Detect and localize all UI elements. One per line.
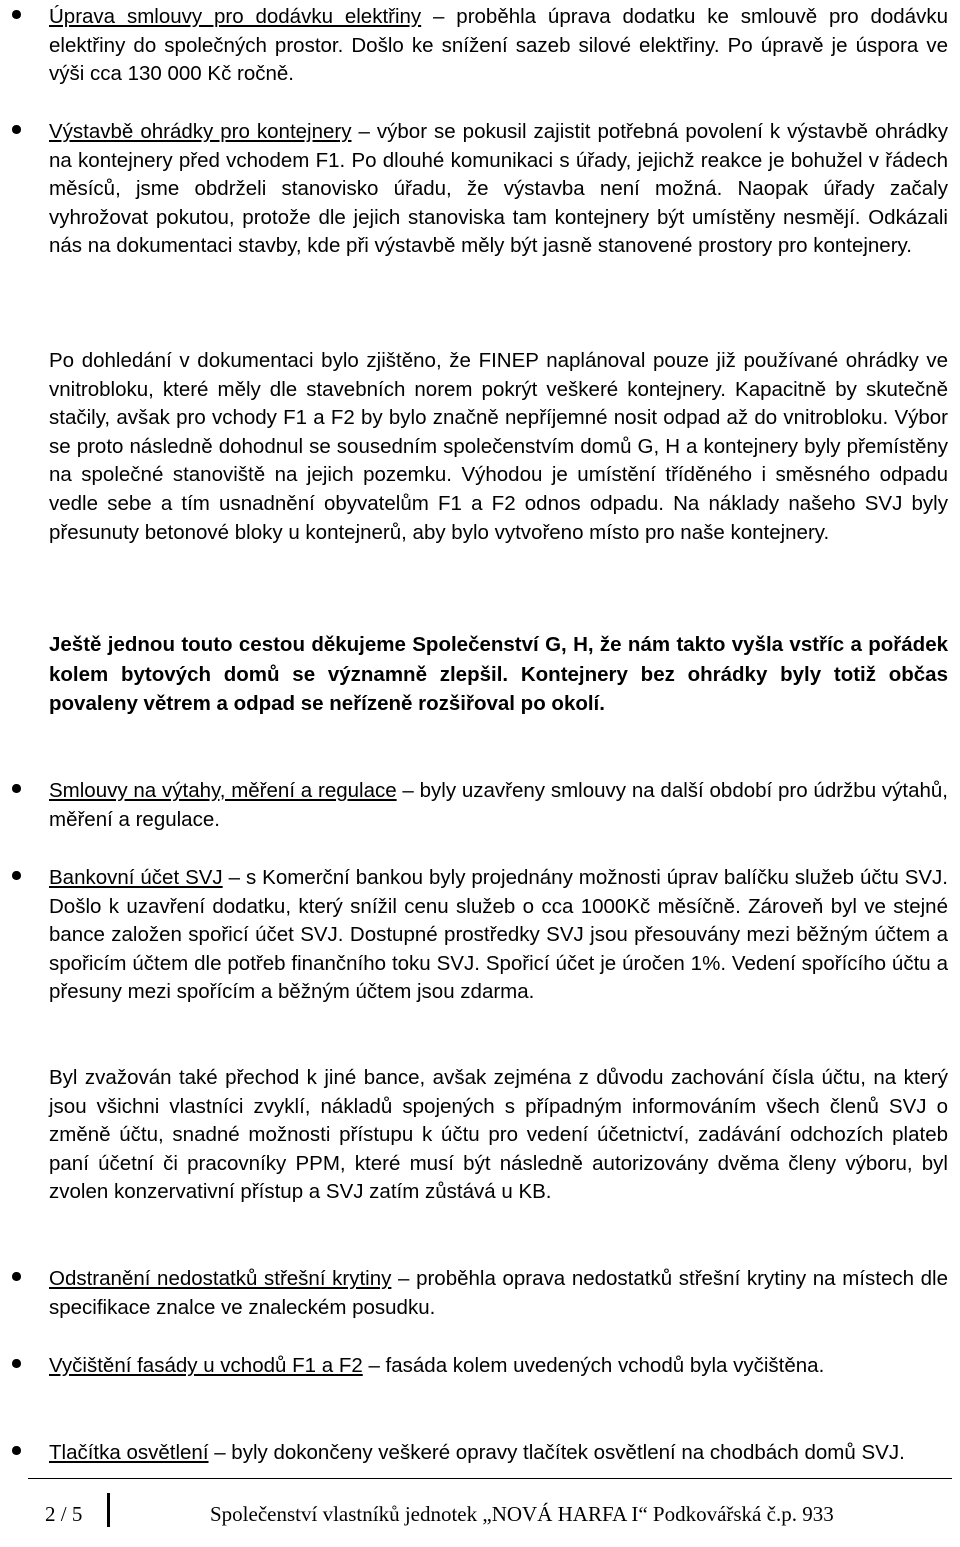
paragraph-thanks: Ještě jednou touto cestou děkujeme Společenství G, H, že nám takto vyšla vstříc a pořádek kolem bytových domů se významně zlepšil. Kontejnery bez ohrádky byly totiž občas povaleny větrem a odpad se neřízeně rozšiřoval po okolí.: [49, 633, 948, 715]
paragraph-ucet-detail: Byl zvažován také přechod k jiné bance, avšak zejména z důvodu zachování čísla účtu, na který jsou všichni vlastníci zvyklí, nákladů spojených s případným informováním všech členů SVJ o změně účtu, snadné možnosti přístupu k účtu pro vedení účetnictví, zadávání odchozích plateb paní účetní či pracovníky PPM, které musí být následně autorizovány dvěma členy výboru, byl zvolen konzervativní přístup a SVJ zatím zůstává u KB.: [49, 1066, 948, 1204]
item-text: – byly dokončeny veškeré opravy tlačítek osvětlení na chodbách domů SVJ.: [208, 1441, 905, 1464]
footer-separator: [107, 1493, 110, 1527]
list-item-ucet: [0, 864, 960, 1007]
list-item-fasada: [0, 1352, 960, 1381]
page-footer: [0, 1493, 960, 1533]
bullet-icon: [12, 1446, 21, 1455]
bullet-icon: [12, 10, 21, 19]
paragraph-ohradka-detail: Po dohledání v dokumentaci bylo zjištěno, že FINEP naplánoval pouze již používané ohrádky ve vnitrobloku, které měly dle stavebních norem pokrýt veškeré kontejnery. Kapacitně by skutečně stačily, avšak pro vchody F1 a F2 by bylo značně nepříjemné nosit odpad až do vnitrobloku. Výbor se proto následně dohodnul se sousedním společenstvím domů G, H a kontejnery byly přemístěny na společné stanoviště na jejich pozemku. Výhodou je umístění tříděného i směsného odpadu vedle sebe a tím usnadnění obyvatelům F1 a F2 odnos odpadu. Na náklady našeho SVJ byly přesunuty betonové bloky u kontejnerů, aby bylo vytvořeno místo pro naše kontejnery.: [49, 349, 948, 544]
list-item-strecha: [0, 1265, 960, 1322]
item-title: Smlouvy na výtahy, měření a regulace: [49, 779, 397, 802]
item-title: Vyčištění fasády u vchodů F1 a F2: [49, 1354, 363, 1377]
footer-divider: [28, 1478, 952, 1479]
bullet-icon: [12, 1359, 21, 1368]
item-text: – fasáda kolem uvedených vchodů byla vyčištěna.: [362, 1354, 825, 1377]
bullet-icon: [12, 784, 21, 793]
list-item-elektrina: [0, 3, 960, 89]
item-text: – proběhla úprava dodatku ke smlouvě pro dodávku elektřiny do společných prostor. Došlo ke snížení sazeb silové elektřiny. Po úpravě je úspora ve výši cca 130 000 Kč ročně.: [49, 5, 948, 86]
item-title: Tlačítka osvětlení: [49, 1441, 209, 1464]
bullet-icon: [12, 871, 21, 880]
list-item-vytahy: [0, 777, 960, 834]
item-title: Úprava smlouvy pro dodávku elektřiny: [49, 5, 422, 28]
list-item-ohradka: [0, 118, 960, 261]
item-text: – proběhla oprava nedostatků střešní krytiny na místech dle specifikace znalce ve znaleckém posudku.: [49, 1267, 948, 1319]
item-text: – s Komerční bankou byly projednány možnosti úprav balíčku služeb účtu SVJ. Došlo k uzavření dodatku, který snížil cenu služeb o cca 1000Kč měsíčně. Zároveň byl ve stejné bance založen spořicí účet SVJ. Dostupné prostředky SVJ jsou přesouvány mezi běžným účtem a spořicím účtem dle potřeb finančního toku SVJ. Spořicí účet je úročen 1%. Vedení spořícího účtu a přesuny mezi spořícím a běžným účtem jsou zdarma.: [49, 866, 948, 1004]
footer-organization: Společenství vlastníků jednotek „NOVÁ HARFA I“ Podkovářská č.p. 933: [210, 1502, 834, 1526]
page-number: 2 / 5: [45, 1502, 83, 1526]
item-title: Bankovní účet SVJ: [49, 866, 223, 889]
item-text: – výbor se pokusil zajistit potřebná povolení k výstavbě ohrádky na kontejnery před vchodem F1. Po dlouhé komunikaci s úřady, jejichž reakce je bohužel v řádech měsíců, jsme obdrželi stanovisko úřadu, že výstavba není možná. Naopak úřady začaly vyhrožovat pokutou, protože dle jejich stanoviska tam kontejnery být umístěny nesmějí. Odkázali nás na dokumentaci stavby, kde při výstavbě měly být jasně stanovené prostory pro kontejnery.: [49, 120, 948, 258]
item-text: – byly uzavřeny smlouvy na další období pro údržbu výtahů, měření a regulace.: [49, 779, 948, 831]
list-item-tlacitka: [0, 1439, 960, 1468]
bullet-icon: [12, 125, 21, 134]
item-title: Odstranění nedostatků střešní krytiny: [49, 1267, 392, 1290]
item-title: Výstavbě ohrádky pro kontejnery: [49, 120, 352, 143]
bullet-icon: [12, 1272, 21, 1281]
